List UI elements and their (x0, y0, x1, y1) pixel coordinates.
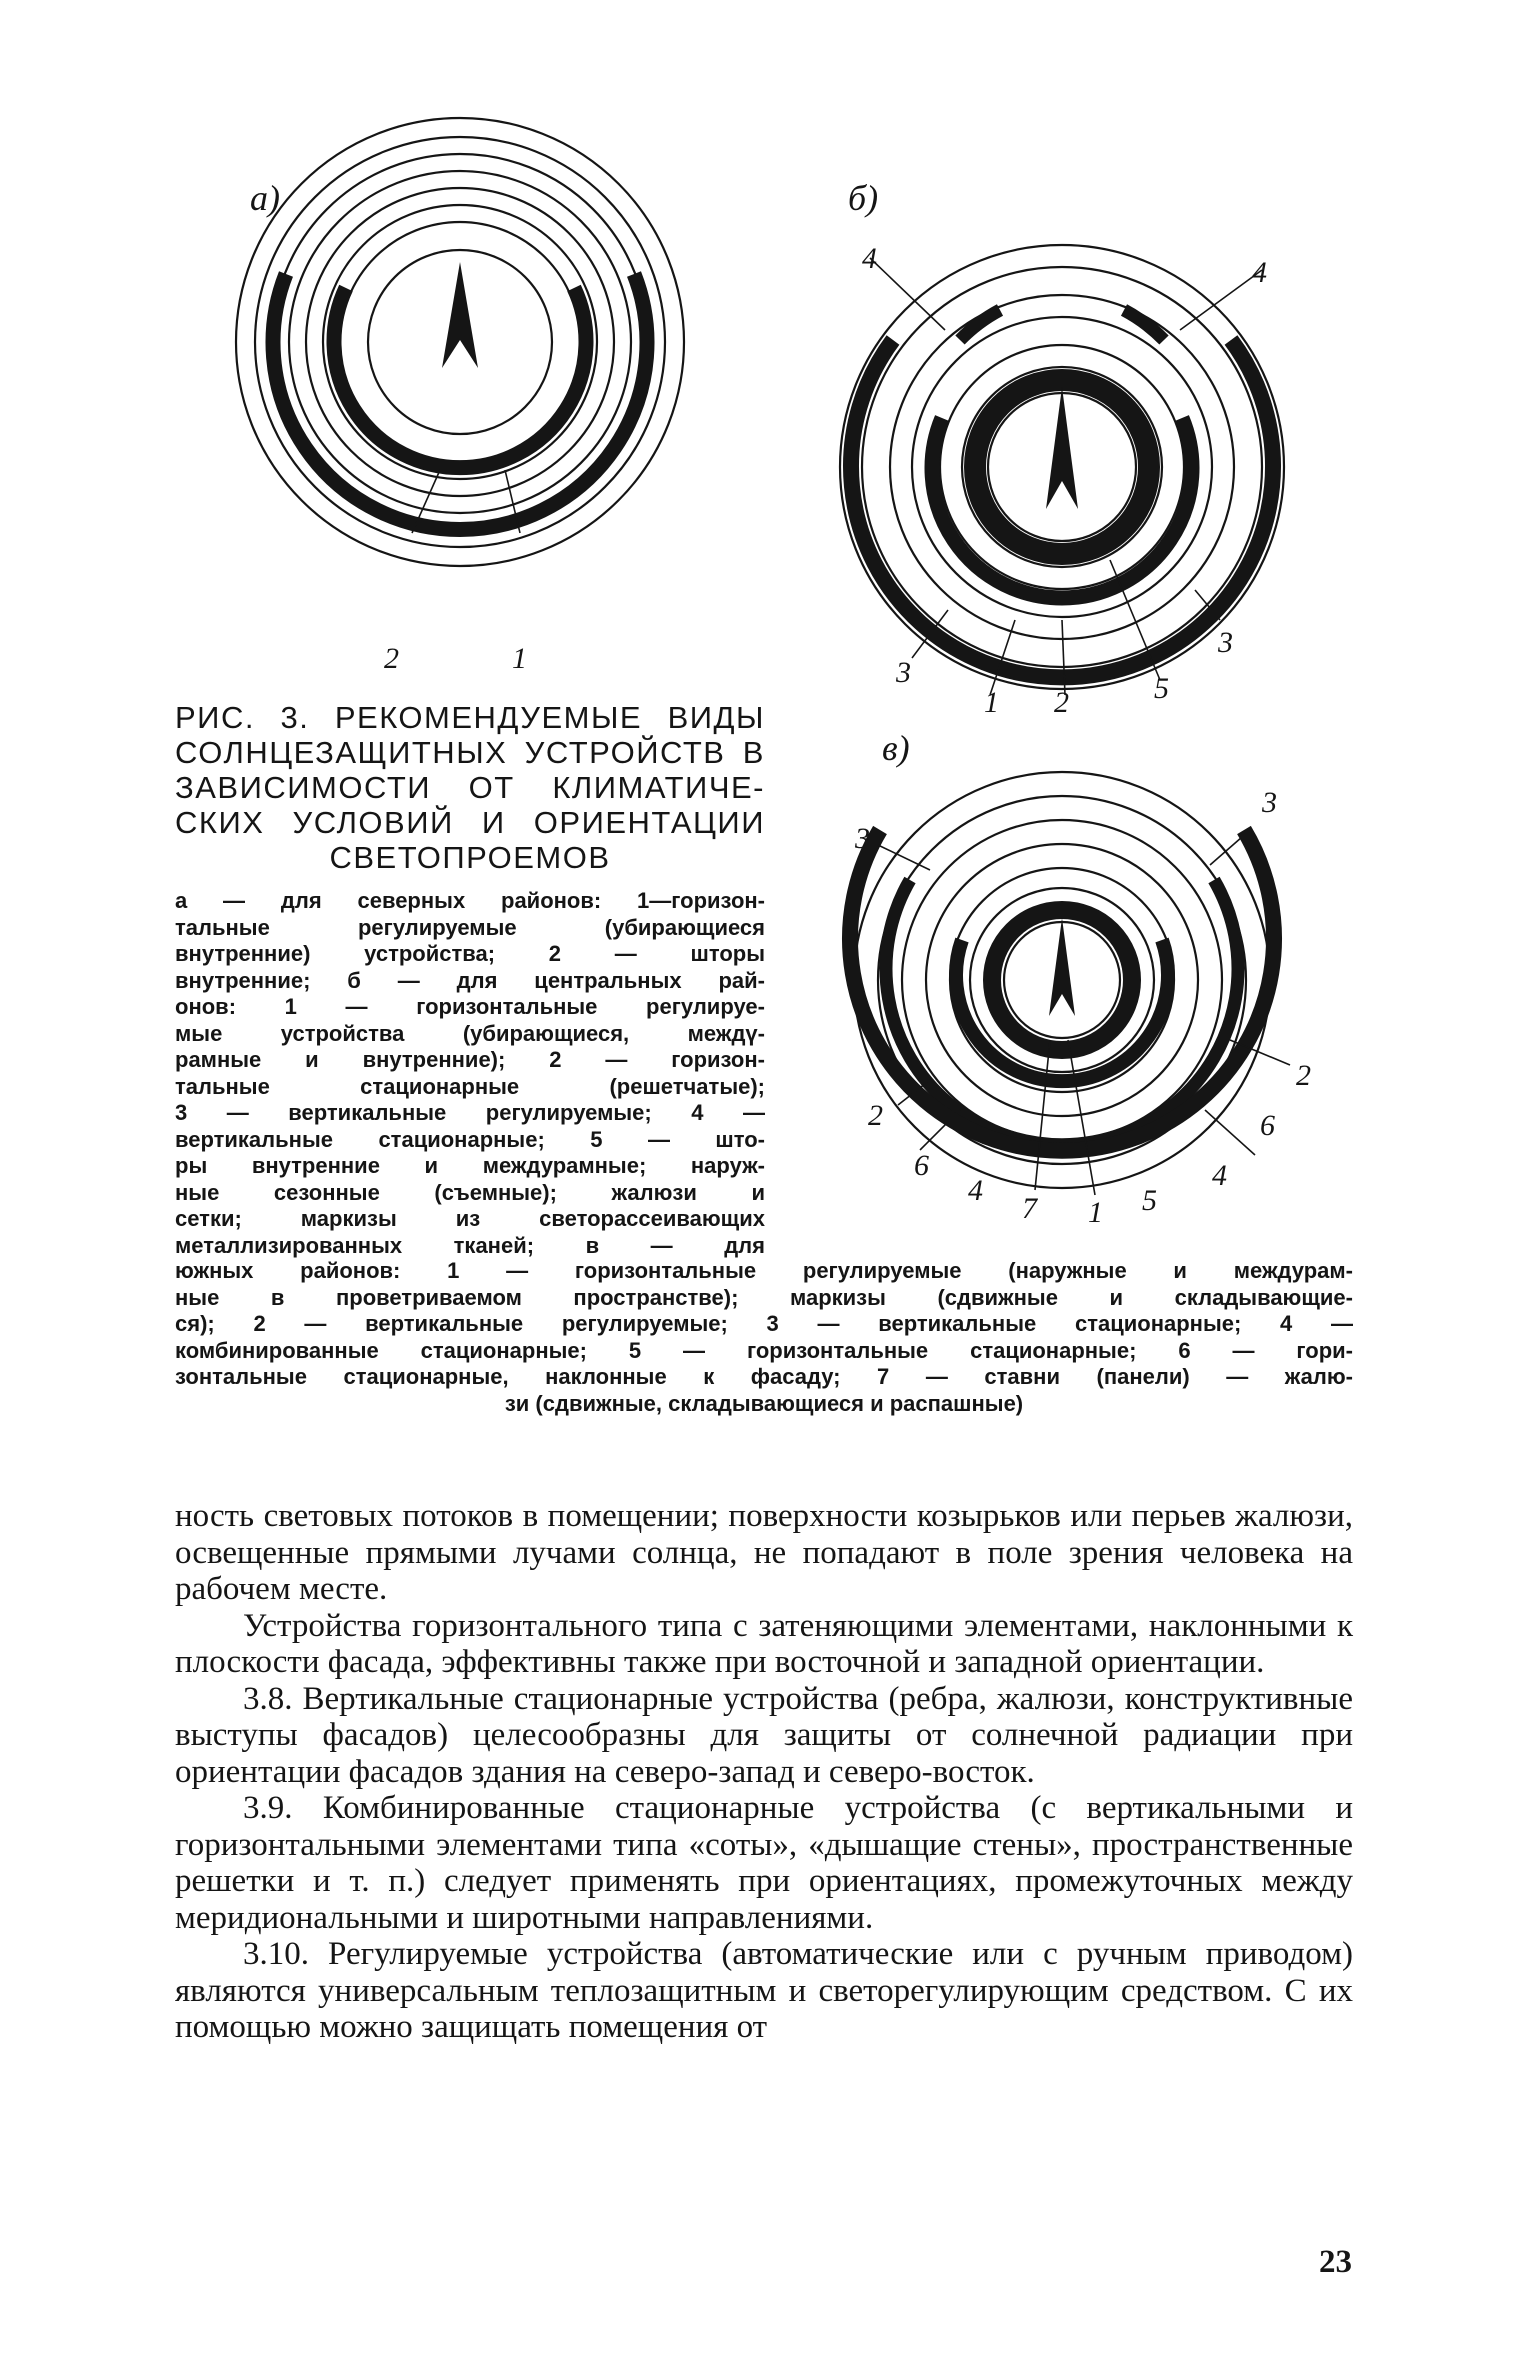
caption-line: ные сезонные (съемные); жалюзи и (175, 1179, 765, 1205)
callout-a-1: 1 (512, 642, 527, 675)
paragraph: ность световых потоков в помещении; поверхности козырьков или перьев жалюзи, освещенные прямыми лучами солнца, не попадают в поле зрения человека на рабочем месте. (175, 1498, 1353, 1607)
figure-caption-narrow (175, 888, 765, 1259)
figure-title-line: РИС. 3. РЕКОМЕНДУЕМЫЕ ВИДЫ (175, 700, 765, 735)
callout-a-2: 2 (384, 642, 399, 675)
callout-v-7: 7 (1022, 1192, 1037, 1225)
caption-line: рамные и внутренние); 2 — горизон- (175, 1047, 765, 1072)
caption-line: металлизированных тканей; в — для (175, 1232, 765, 1258)
callout-b-1: 1 (984, 686, 999, 719)
panel-a-diagram (236, 118, 684, 566)
caption-line: ся); 2 — вертикальные регулируемые; 3 — вертикальные стационарные; 4 — (175, 1311, 1353, 1336)
figure-title-line: СВЕТОПРОЕМОВ (329, 840, 611, 875)
callout-b-3-left: 3 (896, 656, 911, 689)
caption-line: ные в проветриваемом пространстве); маркизы (сдвижные и складывающие- (175, 1284, 1353, 1310)
caption-line: внутренние; б — для центральных рай- (175, 967, 765, 993)
page-number: 23 (1319, 2244, 1352, 2280)
figure-title-line: СКИХ УСЛОВИЙ И ОРИЕНТАЦИИ (175, 805, 765, 840)
callout-b-4-right: 4 (1252, 256, 1267, 289)
caption-line: ры внутренние и междурамные; наруж- (175, 1153, 765, 1178)
paragraph-3-8: 3.8. Вертикальные стационарные устройства (ребра, жалюзи, конструктивные выступы фасадов) целесообразны для защиты от солнечной радиации при ориентации фасадов здания на северо-запад и северо-восток. (175, 1680, 1353, 1790)
caption-line: тальные стационарные (решетчатые); (175, 1073, 765, 1099)
callout-v-1: 1 (1088, 1196, 1103, 1229)
caption-line: южных районов: 1 — горизонтальные регулируемые (наружные и междурам- (175, 1258, 1353, 1283)
callout-b-2: 2 (1054, 686, 1069, 719)
caption-line: вертикальные стационарные; 5 — што- (175, 1126, 765, 1152)
caption-line: зонтальные стационарные, наклонные к фасаду; 7 — ставни (панели) — жалю- (175, 1364, 1353, 1389)
figure-title-line: СОЛНЦЕЗАЩИТНЫХ УСТРОЙСТВ В (175, 735, 765, 770)
figure-title-line: ЗАВИСИМОСТИ ОТ КЛИМАТИЧЕ- (175, 770, 765, 805)
caption-line: мые устройства (убирающиеся, междү- (175, 1020, 765, 1046)
caption-line: комбинированные стационарные; 5 — горизонтальные стационарные; 6 — гори- (175, 1337, 1353, 1363)
callout-v-5: 5 (1142, 1184, 1157, 1217)
caption-line: а — для северных районов: 1—горизон- (175, 888, 765, 913)
callout-b-4-left: 4 (862, 242, 877, 275)
callout-v-4-left: 4 (968, 1174, 983, 1207)
callout-v-6-left: 6 (914, 1149, 929, 1182)
caption-line: сетки; маркизы из светорассеивающих (175, 1206, 765, 1231)
compass-needle-icon (442, 262, 478, 368)
paragraph-3-10: 3.10. Регулируемые устройства (автоматические или с ручным приводом) являются универсальным теплозащитным и светорегулирующим средством. С их помощью можно защищать помещения от (175, 1936, 1353, 2045)
callout-v-4-right: 4 (1212, 1159, 1227, 1192)
figure-caption-wide (175, 1258, 1353, 1417)
panel-label-b: б) (848, 178, 879, 218)
caption-line: 3 — вертикальные регулируемые; 4 — (175, 1100, 765, 1125)
callout-v-3-left: 3 (855, 822, 870, 855)
callout-v-6-right: 6 (1260, 1109, 1275, 1142)
caption-line: зи (сдвижные, складывающиеся и распашные) (504, 1390, 1024, 1416)
figure-title (175, 700, 765, 875)
compass-needle-icon-b (1046, 387, 1078, 509)
caption-line: онов: 1 — горизонтальные регулируе- (175, 994, 765, 1019)
body-text (175, 1498, 1353, 2046)
callout-b-5: 5 (1154, 672, 1169, 705)
callout-v-3-right: 3 (1262, 786, 1277, 819)
paragraph: Устройства горизонтального типа с затеняющими элементами, наклонными к плоскости фасада, эффективны также при восточной и западной ориентации. (175, 1607, 1353, 1680)
panel-label-v: в) (882, 728, 910, 768)
caption-line: внутренние) устройства; 2 — шторы (175, 941, 765, 966)
callout-v-2-left: 2 (868, 1099, 883, 1132)
callout-v-2-right: 2 (1296, 1059, 1311, 1092)
paragraph-3-9: 3.9. Комбинированные стационарные устройства (с вертикальными и горизонтальными элементами типа «соты», «дышащие стены», пространственные решетки и т. п.) следует применять при ориентациях, промежуточных между меридиональными и широтными направлениями. (175, 1790, 1353, 1936)
panel-label-a: а) (250, 178, 280, 218)
compass-needle-icon-v (1049, 918, 1075, 1016)
panel-v-diagram (850, 772, 1290, 1195)
caption-line: тальные регулируемые (убирающиеся (175, 914, 765, 940)
callout-b-3-right: 3 (1218, 626, 1233, 659)
